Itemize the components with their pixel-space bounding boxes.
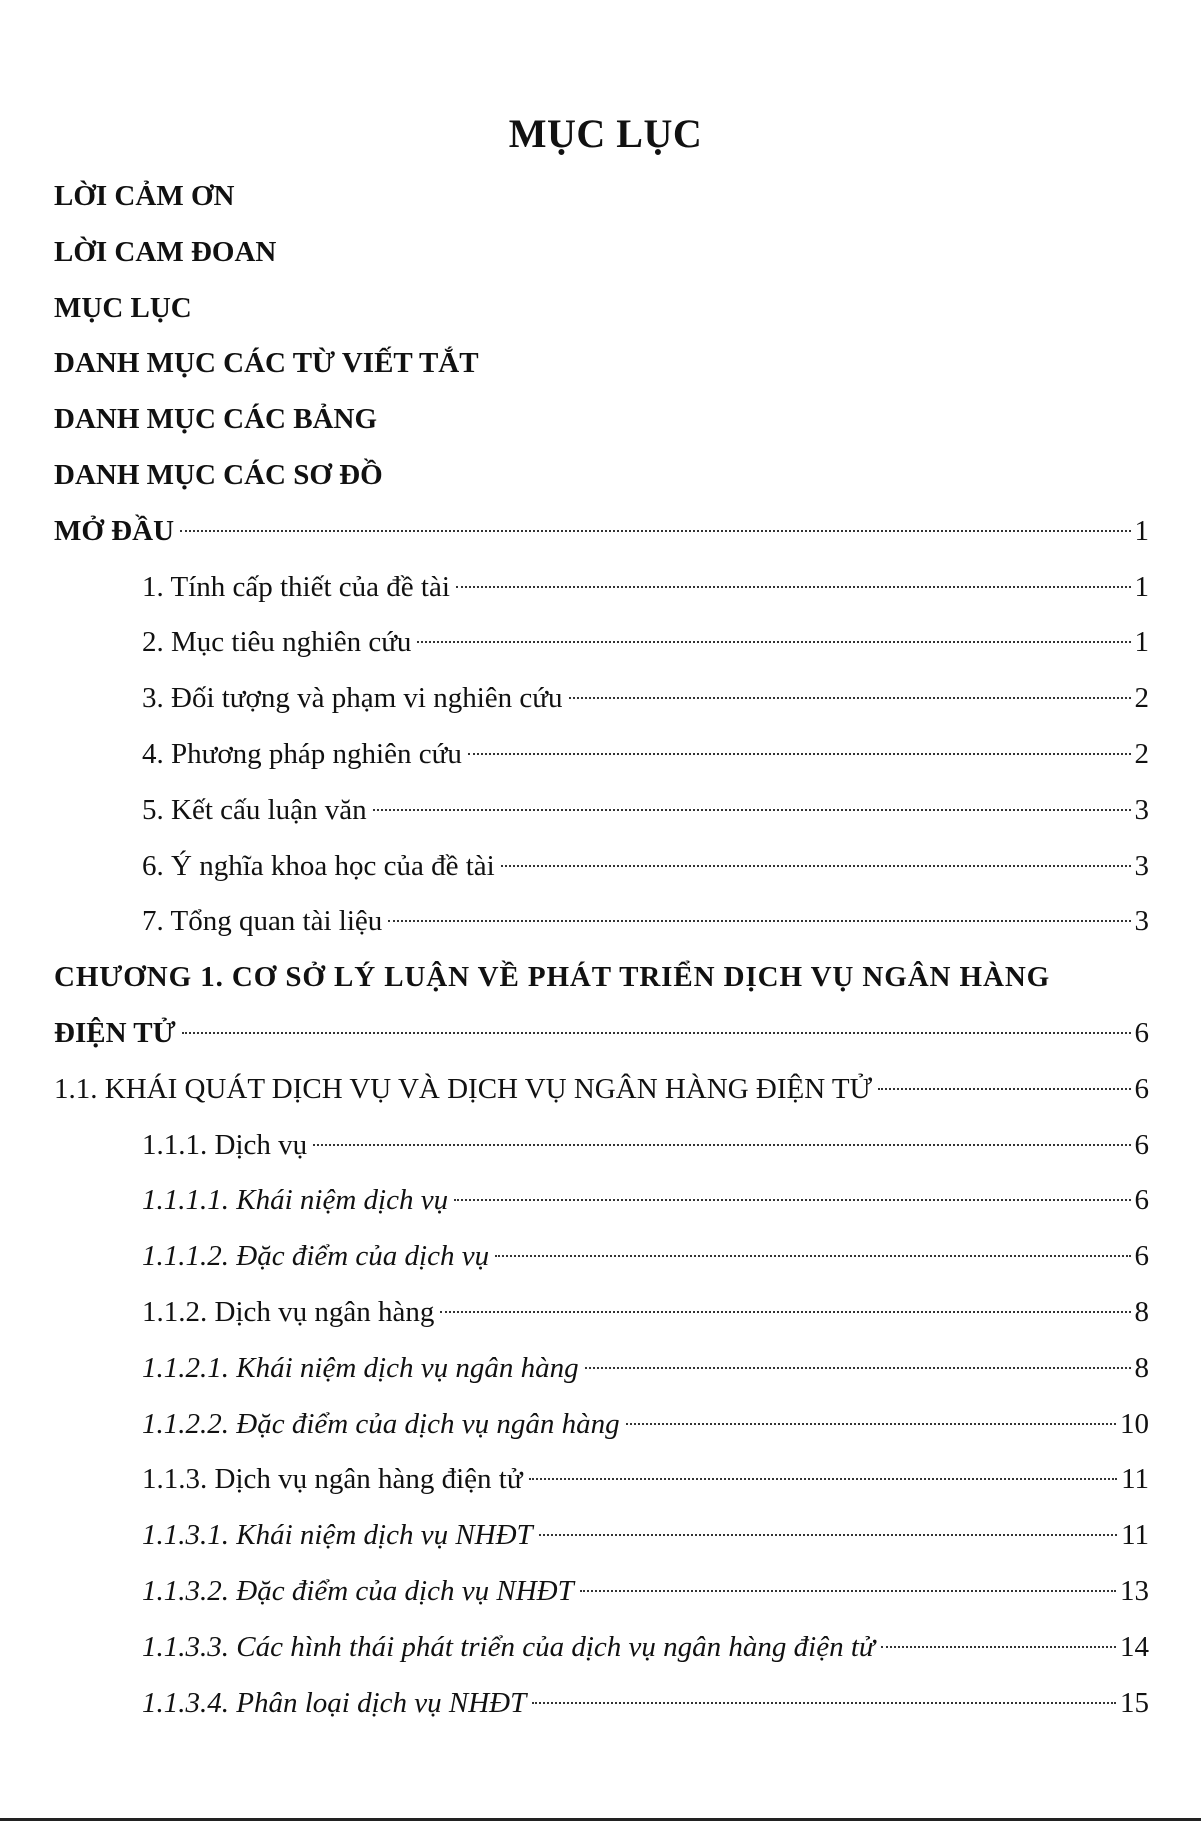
dot-leader bbox=[495, 1255, 1130, 1257]
toc-entry-label: 1.1.1.2. Đặc điểm của dịch vụ bbox=[142, 1240, 490, 1273]
toc-entry[interactable] bbox=[54, 782, 1149, 838]
dot-leader bbox=[440, 1311, 1130, 1313]
toc-entry-label: DANH MỤC CÁC SƠ ĐỒ bbox=[54, 458, 383, 491]
toc-entry[interactable] bbox=[54, 1117, 1149, 1173]
dot-leader bbox=[626, 1423, 1116, 1425]
toc-page-number: 6 bbox=[1134, 1072, 1149, 1105]
toc-entry-label: 3. Đối tượng và phạm vi nghiên cứu bbox=[142, 682, 563, 715]
dot-leader bbox=[539, 1534, 1117, 1536]
toc-page-number: 11 bbox=[1121, 1519, 1149, 1552]
toc-page-number: 14 bbox=[1120, 1630, 1149, 1663]
toc-entry-declaration[interactable] bbox=[54, 224, 1149, 280]
toc-entry-label: 1. Tính cấp thiết của đề tài bbox=[142, 570, 450, 603]
toc-page-number: 1 bbox=[1134, 570, 1149, 603]
toc-entry-diagrams[interactable] bbox=[54, 447, 1149, 503]
toc-page-number: 6 bbox=[1134, 1184, 1149, 1217]
toc-entry[interactable] bbox=[54, 1563, 1149, 1619]
toc-entry-acknowledgements[interactable] bbox=[54, 168, 1149, 224]
toc-entry-contents[interactable] bbox=[54, 280, 1149, 336]
dot-leader bbox=[529, 1478, 1117, 1480]
toc-page-number: 6 bbox=[1134, 1016, 1149, 1049]
toc-entry-label: LỜI CAM ĐOAN bbox=[54, 235, 277, 268]
toc-entry-label: 1.1.3.4. Phân loại dịch vụ NHĐT bbox=[142, 1686, 527, 1719]
toc-page-number: 11 bbox=[1121, 1463, 1149, 1496]
toc-entry-label: 1.1. KHÁI QUÁT DỊCH VỤ VÀ DỊCH VỤ NGÂN HÀNG ĐIỆN TỬ bbox=[54, 1072, 873, 1105]
toc-page-number: 8 bbox=[1134, 1351, 1149, 1384]
toc-entry-label: 1.1.3. Dịch vụ ngân hàng điện tử bbox=[142, 1463, 523, 1496]
toc-entry-chapter-1-cont[interactable] bbox=[54, 1005, 1149, 1061]
toc-entry[interactable] bbox=[54, 1396, 1149, 1452]
toc-entry-introduction[interactable] bbox=[54, 503, 1149, 559]
toc-entry-label: DANH MỤC CÁC BẢNG bbox=[54, 403, 378, 436]
toc-page-number: 13 bbox=[1120, 1574, 1149, 1607]
toc-entry-label: MỤC LỤC bbox=[54, 291, 192, 324]
toc-entry[interactable] bbox=[54, 670, 1149, 726]
dot-leader bbox=[580, 1590, 1116, 1592]
dot-leader bbox=[468, 753, 1131, 755]
page-title: MỤC LỤC bbox=[508, 111, 703, 156]
toc-entry-label: ĐIỆN TỬ bbox=[54, 1016, 176, 1049]
dot-leader bbox=[569, 697, 1131, 699]
toc-entry[interactable] bbox=[54, 559, 1149, 615]
toc-entry-label: 1.1.3.2. Đặc điểm của dịch vụ NHĐT bbox=[142, 1574, 574, 1607]
toc-entry-label: 1.1.2.2. Đặc điểm của dịch vụ ngân hàng bbox=[142, 1407, 620, 1440]
toc-entry[interactable] bbox=[54, 1228, 1149, 1284]
toc-page-number: 2 bbox=[1134, 737, 1149, 770]
toc-page-number: 1 bbox=[1134, 514, 1149, 547]
table-of-contents bbox=[54, 168, 1149, 1730]
toc-page-number: 15 bbox=[1120, 1686, 1149, 1719]
dot-leader bbox=[456, 586, 1131, 588]
toc-entry-chapter-1[interactable] bbox=[54, 949, 1149, 1005]
toc-entry[interactable] bbox=[54, 1619, 1149, 1675]
toc-entry-label: 1.1.2.1. Khái niệm dịch vụ ngân hàng bbox=[142, 1351, 579, 1384]
dot-leader bbox=[182, 1032, 1131, 1034]
toc-page-number: 6 bbox=[1134, 1128, 1149, 1161]
dot-leader bbox=[585, 1367, 1131, 1369]
toc-entry[interactable] bbox=[54, 838, 1149, 894]
toc-entry[interactable] bbox=[54, 893, 1149, 949]
toc-entry[interactable] bbox=[54, 1507, 1149, 1563]
toc-entry-label: DANH MỤC CÁC TỪ VIẾT TẮT bbox=[54, 347, 479, 380]
toc-entry[interactable] bbox=[54, 1172, 1149, 1228]
toc-entry[interactable] bbox=[54, 1451, 1149, 1507]
toc-entry-label: 1.1.1.1. Khái niệm dịch vụ bbox=[142, 1184, 449, 1217]
toc-entry-tables[interactable] bbox=[54, 391, 1149, 447]
toc-entry-label: 6. Ý nghĩa khoa học của đề tài bbox=[142, 849, 495, 882]
toc-page-number: 8 bbox=[1134, 1295, 1149, 1328]
dot-leader bbox=[454, 1199, 1130, 1201]
toc-page-number: 3 bbox=[1134, 793, 1149, 826]
toc-entry-label: 1.1.2. Dịch vụ ngân hàng bbox=[142, 1295, 435, 1328]
dot-leader bbox=[532, 1702, 1116, 1704]
toc-entry-label: 1.1.1. Dịch vụ bbox=[142, 1128, 308, 1161]
toc-entry-label: 2. Mục tiêu nghiên cứu bbox=[142, 626, 412, 659]
toc-entry-label: 1.1.3.3. Các hình thái phát triển của dịch vụ ngân hàng điện tử bbox=[142, 1630, 875, 1663]
toc-page-number: 3 bbox=[1134, 905, 1149, 938]
toc-entry[interactable] bbox=[54, 726, 1149, 782]
toc-page-number: 2 bbox=[1134, 682, 1149, 715]
dot-leader bbox=[388, 920, 1130, 922]
toc-entry[interactable] bbox=[54, 614, 1149, 670]
toc-entry-label: 5. Kết cấu luận văn bbox=[142, 793, 367, 826]
toc-entry[interactable] bbox=[54, 1340, 1149, 1396]
dot-leader bbox=[501, 865, 1131, 867]
toc-entry-label: 7. Tổng quan tài liệu bbox=[142, 905, 383, 938]
toc-entry[interactable] bbox=[54, 1675, 1149, 1731]
dot-leader bbox=[417, 641, 1130, 643]
toc-entry-section-1-1[interactable] bbox=[54, 1061, 1149, 1117]
toc-entry-label: LỜI CẢM ƠN bbox=[54, 180, 235, 212]
toc-page-number: 1 bbox=[1134, 626, 1149, 659]
toc-page-number: 6 bbox=[1134, 1240, 1149, 1273]
dot-leader bbox=[373, 809, 1131, 811]
dot-leader bbox=[881, 1646, 1116, 1648]
dot-leader bbox=[313, 1144, 1130, 1146]
toc-entry-label: MỞ ĐẦU bbox=[54, 514, 175, 547]
toc-entry-label: 4. Phương pháp nghiên cứu bbox=[142, 737, 462, 770]
toc-entry[interactable] bbox=[54, 1284, 1149, 1340]
toc-page-number: 10 bbox=[1120, 1407, 1149, 1440]
toc-entry-label: 1.1.3.1. Khái niệm dịch vụ NHĐT bbox=[142, 1519, 533, 1552]
dot-leader bbox=[180, 530, 1130, 532]
toc-entry-label: CHƯƠNG 1. CƠ SỞ LÝ LUẬN VỀ PHÁT TRIỂN DỊCH VỤ NGÂN HÀNG bbox=[54, 961, 1051, 994]
toc-page-number: 3 bbox=[1134, 849, 1149, 882]
toc-entry-abbreviations[interactable] bbox=[54, 335, 1149, 391]
dot-leader bbox=[878, 1088, 1130, 1090]
